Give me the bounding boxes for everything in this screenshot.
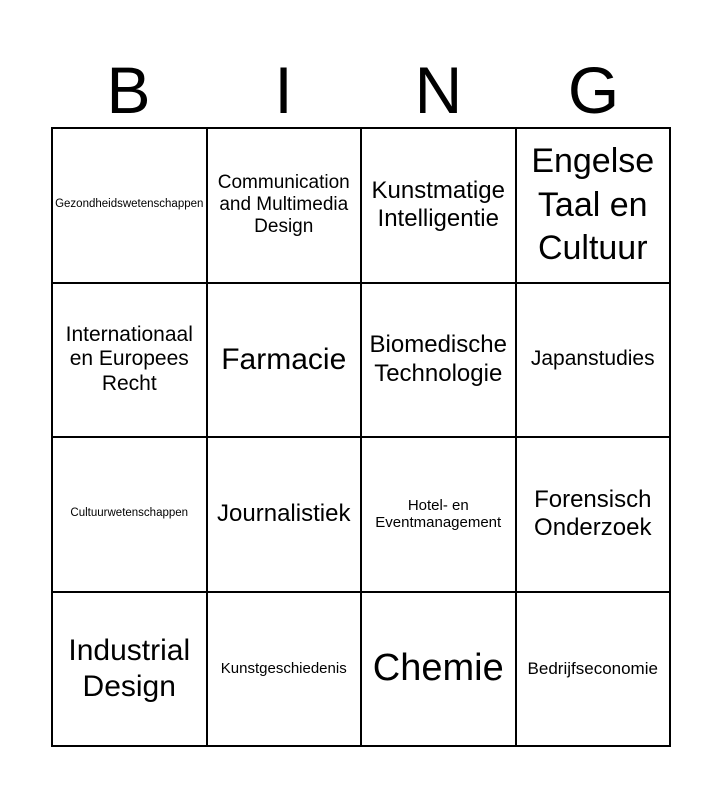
cell-label: Biomedische Technologie: [369, 331, 507, 387]
bingo-cell[interactable]: [52, 592, 207, 747]
cell-label: Kunstgeschiedenis: [220, 659, 347, 677]
bingo-grid: [51, 127, 671, 747]
cell-label: Engelse Taal en Cultuur: [531, 142, 655, 267]
cell-label: Gezondheidswetenschappen: [55, 198, 204, 211]
bingo-cell[interactable]: [516, 437, 671, 592]
bingo-cell[interactable]: [361, 283, 516, 438]
cell-label: Communication and Multimedia Design: [217, 171, 350, 238]
bingo-cell[interactable]: [207, 437, 362, 592]
cell-label: Japanstudies: [530, 347, 655, 371]
bingo-cell[interactable]: [52, 283, 207, 438]
cell-label: Internationaal en Europees Recht: [65, 322, 193, 396]
cell-label: Kunstmatige Intelligentie: [371, 176, 505, 233]
bingo-cell[interactable]: [516, 283, 671, 438]
header-letter-b: B: [106, 53, 151, 127]
bingo-cell[interactable]: [207, 592, 362, 747]
bingo-cell[interactable]: [516, 128, 671, 283]
bingo-cell[interactable]: [52, 437, 207, 592]
header-letter-i: I: [274, 53, 293, 127]
cell-label: Bedrijfseconomie: [527, 658, 658, 678]
bingo-cell[interactable]: [361, 592, 516, 747]
bingo-cell[interactable]: [361, 437, 516, 592]
bingo-cell[interactable]: [52, 128, 207, 283]
cell-label: Journalistiek: [217, 500, 351, 528]
cell-label: Forensisch Onderzoek: [534, 485, 652, 542]
header-letter-g: G: [567, 53, 620, 127]
cell-label: Industrial Design: [68, 634, 191, 703]
cell-label: Chemie: [372, 647, 504, 690]
header-letter-n: N: [414, 53, 463, 127]
cell-label: Farmacie: [221, 343, 347, 377]
bingo-cell[interactable]: [516, 592, 671, 747]
bingo-cell[interactable]: [207, 283, 362, 438]
cell-label: Hotel- en Eventmanagement: [375, 496, 502, 532]
bingo-cell[interactable]: [207, 128, 362, 283]
bingo-cell[interactable]: [361, 128, 516, 283]
cell-label: Cultuurwetenschappen: [70, 507, 189, 520]
bingo-header: [51, 52, 671, 128]
